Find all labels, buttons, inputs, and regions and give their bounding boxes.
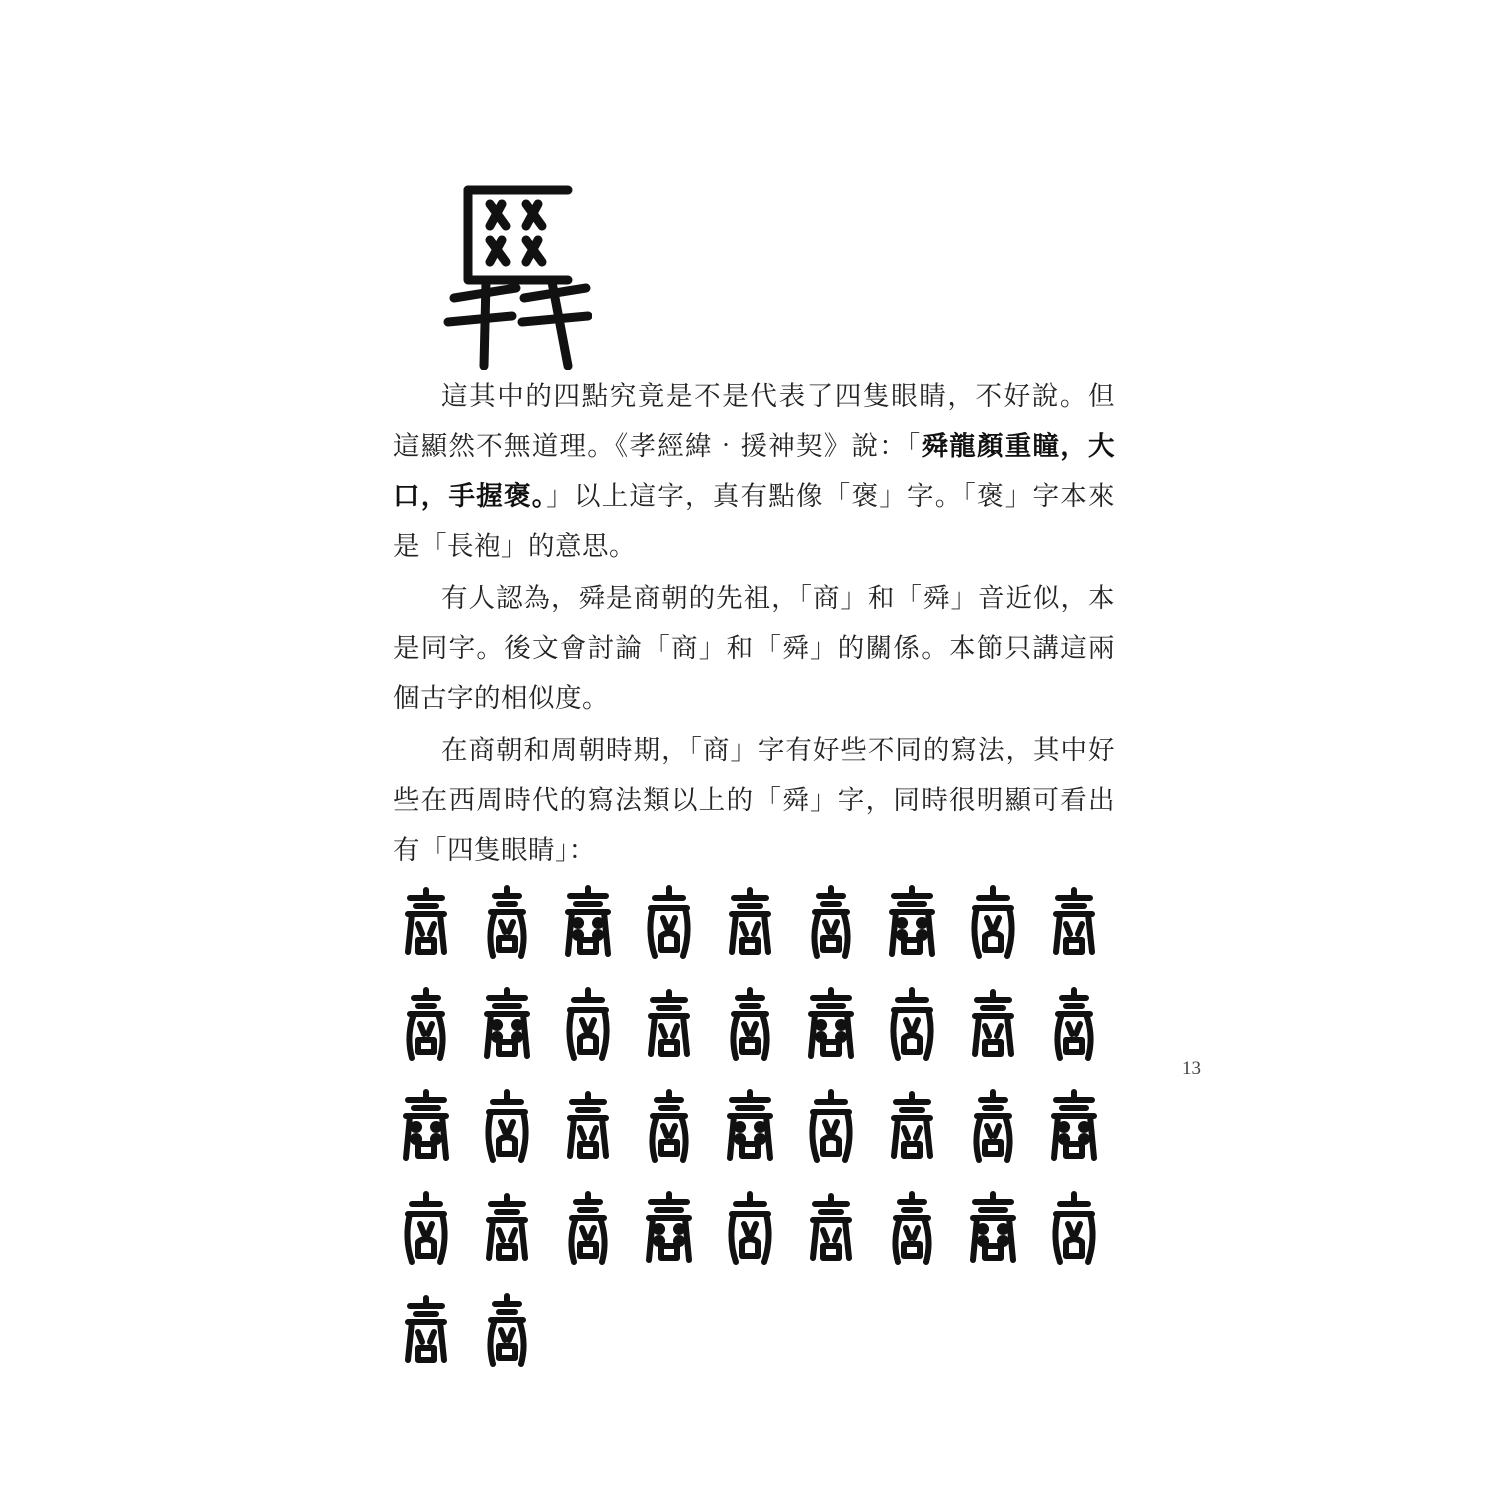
shang-glyph-variant <box>720 1088 780 1168</box>
shang-glyph-variant <box>801 1088 861 1168</box>
shang-glyph-variant <box>477 1190 537 1270</box>
shang-glyph-variant <box>801 884 861 964</box>
shang-glyph-variant <box>882 1088 942 1168</box>
shang-glyph-variant <box>963 884 1023 964</box>
shang-glyph-variant <box>801 986 861 1066</box>
shang-glyph-variant <box>801 1190 861 1270</box>
shang-glyph-variant <box>1044 1088 1104 1168</box>
shang-glyph-variant <box>396 1190 456 1270</box>
shang-glyph-variant <box>639 884 699 964</box>
shang-glyph-variant <box>882 1190 942 1270</box>
shang-glyph-variant <box>396 1292 456 1372</box>
body-text <box>393 372 1115 878</box>
shang-glyph-variant <box>882 884 942 964</box>
paragraph-3: 在商朝和周朝時期，「商」字有好些不同的寫法，其中好些在西周時代的寫法類以上的「舜」字，同時很明顯可看出有「四隻眼睛」： <box>393 735 1115 866</box>
shang-glyph-variant <box>396 986 456 1066</box>
shang-glyph-variant <box>477 986 537 1066</box>
seal-script-shun-character <box>440 170 592 370</box>
shang-glyph-variant <box>720 1190 780 1270</box>
shang-glyph-variant <box>1044 884 1104 964</box>
shang-glyph-variant <box>882 986 942 1066</box>
shang-glyph-variant <box>720 986 780 1066</box>
shang-glyph-variant <box>396 1088 456 1168</box>
shang-glyph-variant <box>1044 1190 1104 1270</box>
shang-glyph-variant <box>558 1088 618 1168</box>
shang-glyph-variant <box>639 1088 699 1168</box>
page-number: 13 <box>1182 1058 1201 1079</box>
shang-glyph-variant <box>639 1190 699 1270</box>
shang-glyph-variant <box>558 1190 618 1270</box>
shang-glyph-variant <box>558 884 618 964</box>
shang-glyph-variant <box>963 986 1023 1066</box>
shang-glyph-variant <box>477 1088 537 1168</box>
shang-glyph-variant <box>396 884 456 964</box>
shang-character-variants-grid <box>396 884 1126 1394</box>
shang-glyph-variant <box>963 1088 1023 1168</box>
shang-glyph-variant <box>477 884 537 964</box>
shang-glyph-variant <box>477 1292 537 1372</box>
paragraph-2: 有人認為，舜是商朝的先祖，「商」和「舜」音近似，本是同字。後文會討論「商」和「舜」的關係。本節只講這兩個古字的相似度。 <box>393 583 1115 714</box>
shang-glyph-variant <box>558 986 618 1066</box>
paragraph-1: 這其中的四點究竟是不是代表了四隻眼睛，不好說。但這顯然不無道理。《孝經緯‧援神契》說：「舜龍顏重瞳，大口，手握褒。」以上這字，真有點像「褒」字。「褒」字本來是「長袍」的意思。 <box>393 381 1115 562</box>
shang-glyph-variant <box>639 986 699 1066</box>
shang-glyph-variant <box>1044 986 1104 1066</box>
shang-glyph-variant <box>720 884 780 964</box>
shang-glyph-variant <box>963 1190 1023 1270</box>
